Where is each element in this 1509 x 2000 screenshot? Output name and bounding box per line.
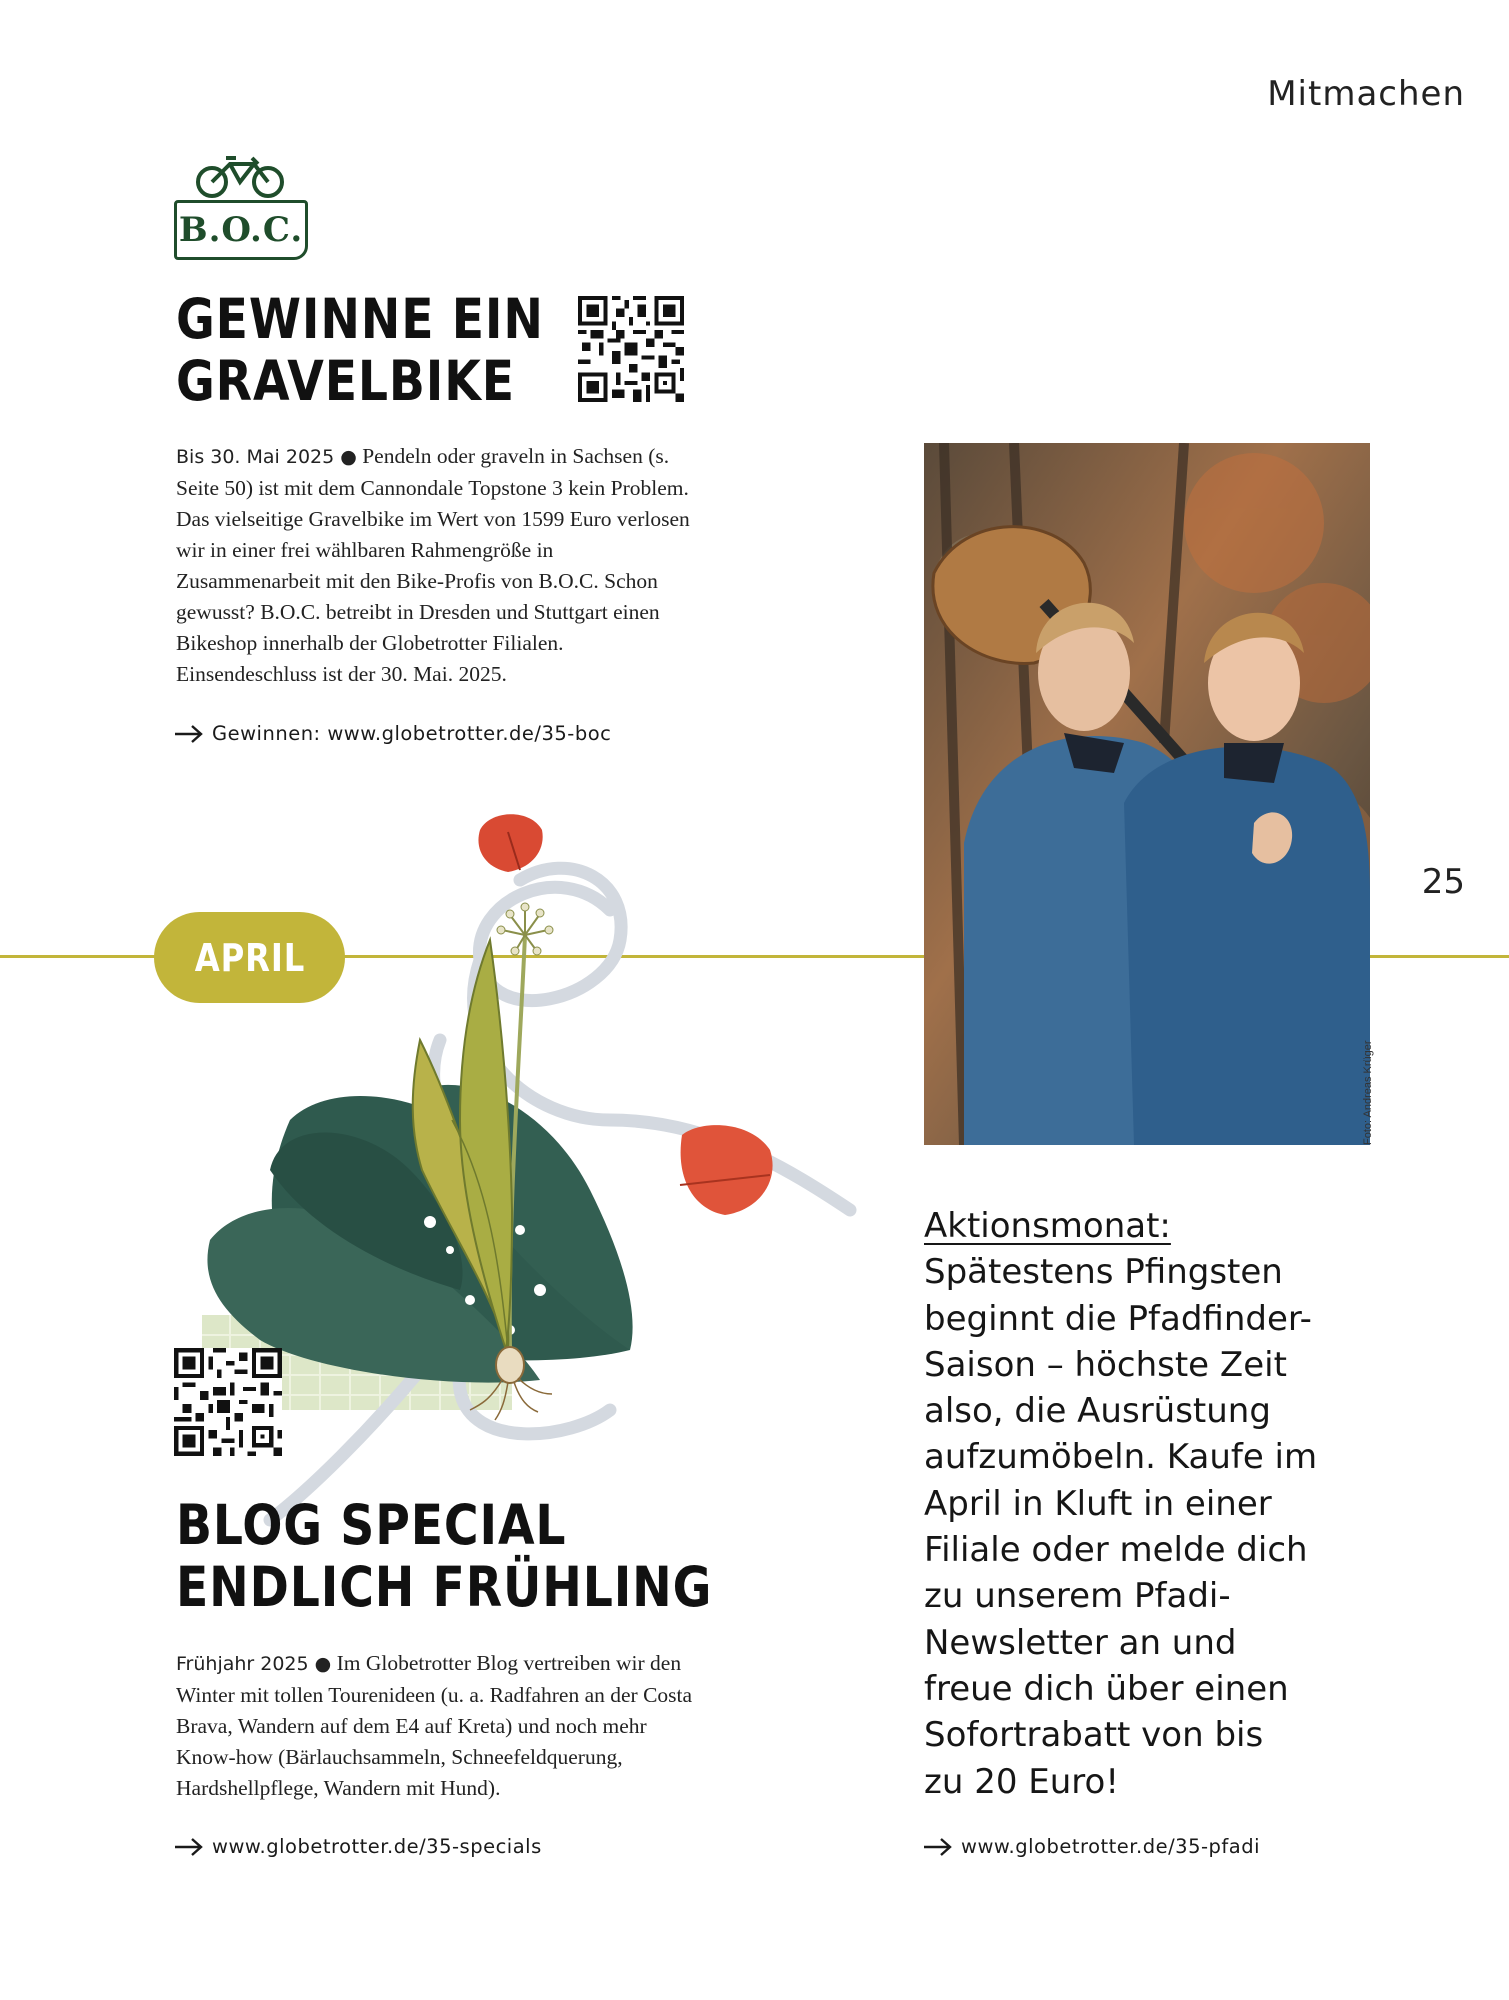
text-line: aufzumöbeln. Kaufe im [924, 1437, 1318, 1478]
april-label: APRIL [194, 935, 305, 980]
text-line: Spätestens Pfingsten [924, 1252, 1283, 1293]
aktionsmonat-heading: Aktionsmonat: [924, 1206, 1171, 1246]
article-date: Bis 30. Mai 2025 ● [176, 446, 357, 468]
text-line: beginnt die Pfadfinder- [924, 1298, 1312, 1339]
text-line: also, die Ausrüstung [924, 1391, 1271, 1432]
april-badge [154, 912, 345, 1003]
link-specials[interactable] [174, 1835, 542, 1858]
text-line: Filiale oder melde dich [924, 1530, 1308, 1571]
link-text: Gewinnen: www.globetrotter.de/35-boc [212, 722, 612, 745]
boc-logo-text: B.O.C. [174, 200, 308, 260]
photo-credit: Foto: Andreas Krüger [1362, 1040, 1374, 1145]
headline-line: BLOG SPECIAL [176, 1493, 567, 1557]
bicycle-icon [192, 154, 288, 200]
qr-code-icon [578, 296, 684, 402]
link-gewinnen[interactable] [174, 722, 611, 745]
headline-line: GRAVELBIKE [176, 349, 515, 413]
headline-gravelbike [176, 288, 544, 412]
text-line: zu 20 Euro! [924, 1761, 1119, 1802]
link-text: www.globetrotter.de/35-specials [212, 1835, 542, 1858]
article-date: Frühjahr 2025 ● [176, 1653, 332, 1675]
arrow-right-icon [923, 1838, 953, 1856]
text-line: freue dich über einen [924, 1668, 1289, 1709]
article-text: Pendeln oder graveln in Sachsen (s. Seite 50) ist mit dem Cannondale Topstone 3 kein Problem. Das vielseitige Gravelbike im Wert von 1599 Euro verlosen wir in einer frei wählbaren Rahmengröße in Zusammenarbeit mit den Bike-Profis von B.O.C. Schon gewusst? B.O.C. betreibt in Dresden und Stuttgart einen Bikeshop innerhalb der Globetrotter Filialen. Einsendeschluss ist der 30. Mai. 2025. [176, 444, 690, 686]
arrow-right-icon [174, 1838, 204, 1856]
headline-blog-special [176, 1494, 712, 1618]
text-line: Sofortrabatt von bis [924, 1715, 1264, 1756]
boc-logo [174, 154, 308, 260]
aktionsmonat-text [924, 1203, 1444, 1805]
text-line: zu unserem Pfadi- [924, 1576, 1231, 1617]
headline-line: GEWINNE EIN [176, 287, 544, 351]
text-line: Newsletter an und [924, 1622, 1237, 1663]
text-line: Saison – höchste Zeit [924, 1344, 1287, 1385]
link-text: www.globetrotter.de/35-pfadi [961, 1835, 1261, 1858]
link-pfadi[interactable] [923, 1835, 1260, 1858]
page-number: 25 [1421, 862, 1465, 902]
article-text: Im Globetrotter Blog vertreiben wir den Winter mit tollen Tourenideen (u. a. Radfahren an der Costa Brava, Wandern auf dem E4 auf Kreta) und noch mehr Know-how (Bärlauchsammeln, Schneefeldquerung, Hardshellpflege, Wandern mit Hund). [176, 1651, 693, 1800]
spring-illustration [190, 790, 870, 1530]
article-body [176, 1648, 696, 1804]
qr-code-icon [174, 1348, 282, 1456]
article-body [176, 441, 696, 690]
arrow-right-icon [174, 725, 204, 743]
scouts-photo [924, 443, 1370, 1145]
section-label: Mitmachen [1267, 74, 1465, 114]
text-line: April in Kluft in einer [924, 1483, 1272, 1524]
headline-line: ENDLICH FRÜHLING [176, 1555, 713, 1619]
